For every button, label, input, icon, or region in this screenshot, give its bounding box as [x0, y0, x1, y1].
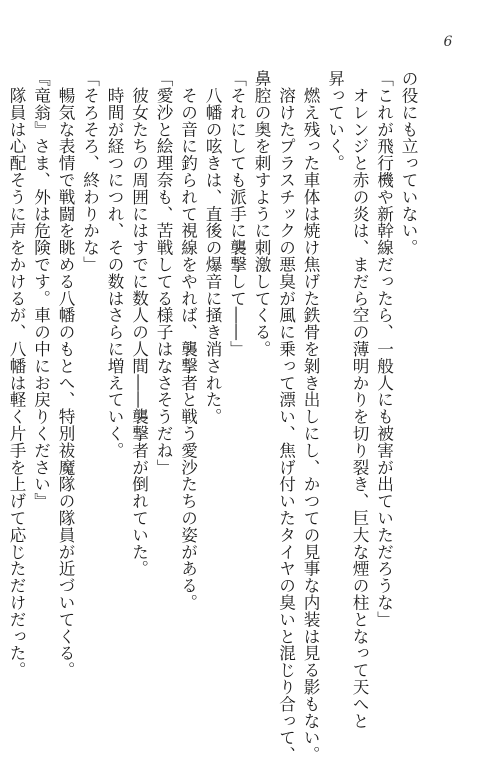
text-line: 八幡の呟きは、直後の爆音に掻き消された。 [203, 70, 222, 425]
text-line: 鼻腔の奥を刺すように刺激してくる。 [252, 70, 271, 358]
text-line: 『竜翁』さま、外は危険です。車の中にお戻りください』 [31, 70, 51, 510]
text-line: 隊員は心配そうに声をかけるが、八幡は軽く片手を上げて応じただけだった。 [7, 70, 26, 679]
text-line: その音に釣られて視線をやれば、襲撃者と戦う愛沙たちの姿がある。 [178, 70, 198, 611]
text-line: 溶けたプラスチックの悪臭が風に乗って漂い、焦げ付いたタイヤの臭いと混じり合って、 [276, 70, 296, 763]
text-line: 「それにしても派手に襲撃して――」 [227, 70, 247, 358]
text-line: 「愛沙と絵理奈も、苦戦してる様子はなさそうだね」 [154, 70, 173, 476]
page-number: 6 [443, 34, 453, 50]
text-line: 燃え残った車体は焼け焦げた鉄骨を剝き出しにし、かつての見事な内装は見る影もない。 [301, 70, 320, 763]
vertical-text-block [7, 70, 420, 763]
text-line: オレンジと赤の炎は、まだら空の薄明かりを切り裂き、巨大な煙の柱となって天へと [350, 70, 369, 730]
text-line: の役にも立っていない。 [399, 70, 418, 256]
text-line: 「そろそろ、終わりかな」 [80, 70, 100, 273]
text-line: 昇っていく。 [325, 70, 345, 172]
text-line: 暢気な表情で戦闘を眺める八幡のもとへ、特別祓魔隊の隊員が近づいてくる。 [56, 70, 75, 679]
text-line: 「これが飛行機や新幹線だったら、一般人にも被害が出ていただろうな」 [374, 70, 394, 628]
text-line: 時間が経つにつれ、その数はさらに増えていく。 [105, 70, 124, 459]
text-line: 彼女たちの周囲にはすでに数人の人間――襲撃者が倒れていた。 [129, 70, 149, 577]
